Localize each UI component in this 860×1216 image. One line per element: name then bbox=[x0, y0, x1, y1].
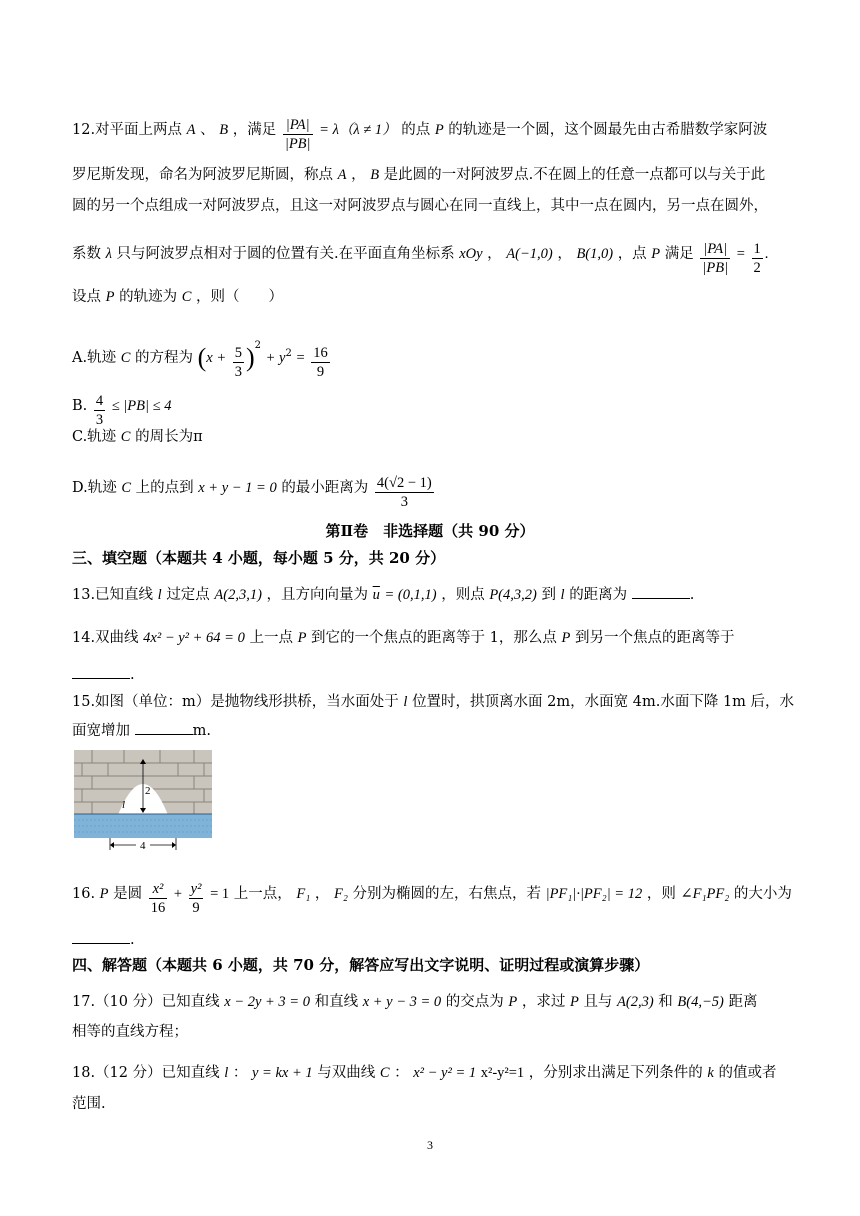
text: 和直线 bbox=[314, 994, 359, 1010]
text: 的最小距离为 bbox=[281, 480, 369, 496]
math-eq: = bbox=[296, 350, 305, 366]
math-angle: ∠F₁PF₂ bbox=[680, 886, 730, 902]
math-P: P bbox=[297, 630, 307, 646]
math-point-A: A(2,3) bbox=[617, 994, 654, 1010]
frac-den: 9 bbox=[316, 364, 325, 380]
frac-den: 3 bbox=[400, 494, 408, 510]
text: ，分别求出满足下列条件的 bbox=[528, 1065, 703, 1081]
text: 的方程为 bbox=[134, 350, 193, 366]
math-line-2: x + y − 3 = 0 bbox=[362, 994, 442, 1010]
q15-line-1 bbox=[72, 692, 794, 712]
q12-line-3 bbox=[72, 196, 768, 216]
text: 位置时，拱顶离水面 2m，水面宽 4m.水面下降 1m 后，水 bbox=[412, 694, 795, 710]
text: . bbox=[130, 932, 135, 948]
text: 圆的另一个点组成一对阿波罗点，且这一对阿波罗点与圆心在同一直线上，其中一点在圆内，另一点在圆外， bbox=[72, 198, 768, 214]
text: 的值或者 bbox=[718, 1065, 777, 1081]
text: ，且方向向量为 bbox=[266, 587, 369, 603]
text: ，求过 bbox=[521, 994, 566, 1010]
math-xOy: xOy bbox=[459, 246, 483, 262]
text: ： bbox=[394, 1065, 409, 1081]
frac-den: 2 bbox=[753, 260, 761, 276]
q12-line-2 bbox=[72, 165, 765, 185]
math-eq-1: = 1 bbox=[210, 886, 230, 902]
text: 的交点为 bbox=[445, 994, 504, 1010]
text: ，则点 bbox=[441, 587, 485, 603]
math-line: x + y − 1 = 0 bbox=[198, 480, 277, 496]
q12-option-c bbox=[72, 427, 203, 447]
fraction-4-3 bbox=[94, 392, 105, 429]
math-point-B: B(1,0) bbox=[576, 246, 614, 262]
math-F1: F₁ bbox=[296, 886, 311, 902]
math-P: P bbox=[434, 122, 444, 138]
q14-line-2 bbox=[72, 664, 135, 685]
math-A: A bbox=[337, 167, 347, 183]
math-line-1: x − 2y + 3 = 0 bbox=[224, 994, 310, 1010]
arch-bridge-figure bbox=[74, 750, 212, 850]
math-vector-value: = (0,1,1) bbox=[384, 587, 437, 603]
text: 的点 bbox=[401, 122, 431, 138]
text: 距离 bbox=[728, 994, 758, 1010]
math-ineq: ≤ |PB| ≤ 4 bbox=[111, 398, 172, 414]
math-B: B bbox=[370, 167, 380, 183]
text: 到它的一个焦点的距离等于 1，那么点 bbox=[311, 630, 557, 646]
text: 是圆 bbox=[113, 886, 143, 902]
math-plus: + bbox=[173, 886, 183, 902]
fraction-y2-9 bbox=[189, 880, 204, 917]
math-point-A: A(−1,0) bbox=[506, 246, 553, 262]
text: 18.（12 分）已知直线 bbox=[72, 1065, 220, 1081]
text: 相等的直线方程； bbox=[72, 1024, 188, 1040]
section-3-heading: 三、填空题（本题共 4 小题，每小题 5 分，共 20 分） bbox=[72, 549, 446, 567]
text: 15.如图（单位：m）是抛物线形拱桥，当水面处于 bbox=[72, 694, 399, 710]
part-2-heading: 第Ⅱ卷 非选择题（共 90 分） bbox=[325, 522, 535, 540]
math-eq-lambda: = λ（λ ≠ 1） bbox=[319, 122, 397, 138]
text: ，则 bbox=[646, 886, 676, 902]
text: 面宽增加 bbox=[72, 723, 130, 739]
text: 13.已知直线 bbox=[72, 587, 154, 603]
fraction-16-9 bbox=[311, 344, 330, 381]
fraction-5-3 bbox=[233, 344, 244, 381]
math-P: P bbox=[569, 994, 579, 1010]
q12-option-d bbox=[72, 474, 436, 511]
math-lambda: λ bbox=[105, 246, 112, 262]
text: m. bbox=[192, 723, 211, 739]
math-P: P bbox=[99, 886, 109, 902]
text: 范围. bbox=[72, 1096, 106, 1112]
page-number: 3 bbox=[427, 1138, 433, 1152]
math-C: C bbox=[181, 289, 192, 305]
text: . bbox=[689, 587, 695, 603]
math-product: |PF₁|·|PF₂| = 12 bbox=[545, 886, 643, 902]
q16-line-2 bbox=[72, 929, 135, 950]
math-l: l bbox=[157, 587, 162, 603]
frac-num: 4(√2 − 1) bbox=[376, 475, 432, 491]
math-l: l bbox=[224, 1065, 229, 1081]
text: A.轨迹 bbox=[72, 350, 117, 366]
frac-num: y² bbox=[190, 881, 202, 897]
text: 16. bbox=[72, 886, 96, 902]
text: 过定点 bbox=[166, 587, 210, 603]
math-P: P bbox=[508, 994, 518, 1010]
math-x-plus: x + bbox=[206, 350, 227, 366]
text: 上一点 bbox=[249, 630, 293, 646]
text: 的距离为 bbox=[569, 587, 628, 603]
text: 12.对平面上两点 bbox=[72, 122, 183, 138]
text: 满足 bbox=[664, 246, 694, 262]
text: 的轨迹为 bbox=[119, 289, 178, 305]
answer-blank[interactable] bbox=[135, 720, 193, 735]
math-k: k bbox=[707, 1065, 714, 1081]
q12-option-a: A.轨迹 C 的方程为 (x + $\frac{5}{3}$ )$^2 + y^2$ = $\frac{16}{9}$ bbox=[72, 340, 328, 380]
frac-den: PB bbox=[288, 136, 307, 152]
text: ，满足 bbox=[232, 122, 277, 138]
text: ，则（ ） bbox=[195, 289, 283, 305]
text: 且与 bbox=[583, 994, 613, 1010]
text: ， bbox=[487, 246, 502, 262]
math-hyperbola: 4x² − y² + 64 = 0 bbox=[143, 630, 245, 646]
text: 只与阿波罗点相对于圆的位置有关.在平面直角坐标系 bbox=[116, 246, 455, 262]
text: B. bbox=[72, 398, 88, 414]
answer-blank[interactable] bbox=[632, 584, 690, 599]
text: ， bbox=[314, 886, 330, 902]
figure-label-2: 2 bbox=[145, 785, 151, 797]
frac-num: x² bbox=[149, 880, 168, 899]
text: ， bbox=[557, 246, 572, 262]
text: 是此圆的一对阿波罗点.不在圆上的任意一点都可以与关于此 bbox=[383, 167, 766, 183]
text-duplicate-equation: x²-y²=1 bbox=[480, 1065, 525, 1081]
text: 与双曲线 bbox=[317, 1065, 376, 1081]
frac-num: PA bbox=[289, 117, 306, 133]
text: 的周长为π bbox=[135, 429, 203, 445]
q12-line-4: 系数 λ 只与阿波罗点相对于圆的位置有关.在平面直角坐标系 xOy ， A(−1,0) ， B(1,0) ，点 P 满足 $\frac{|PA|}{|PB|}$ = $\frac{1}{2}$ . bbox=[72, 241, 769, 276]
text: ， bbox=[351, 167, 366, 183]
q17-line-1 bbox=[72, 992, 757, 1012]
math-P: P bbox=[105, 289, 115, 305]
q13-line bbox=[72, 584, 694, 605]
math-line: y = kx + 1 bbox=[251, 1065, 313, 1081]
frac-num: PA bbox=[707, 241, 724, 257]
q18-line-1 bbox=[72, 1063, 776, 1083]
q15-line-2 bbox=[72, 720, 211, 741]
answer-blank[interactable] bbox=[72, 929, 130, 944]
fraction-PA-PB-2: $\frac{|PA|}{|PB|}$ bbox=[702, 241, 729, 276]
frac-num: 16 bbox=[313, 345, 328, 361]
text: 到另一个焦点的距离等于 bbox=[574, 630, 735, 646]
math-eq: = bbox=[736, 246, 745, 262]
text: 上一点， bbox=[233, 886, 292, 902]
math-l: l bbox=[560, 587, 565, 603]
math-C: C bbox=[379, 1065, 390, 1081]
text: 罗尼斯发现，命名为阿波罗尼斯圆，称点 bbox=[72, 167, 333, 183]
text: 、 bbox=[200, 122, 215, 138]
math-P: P bbox=[561, 630, 571, 646]
text: ： bbox=[232, 1065, 248, 1081]
fraction-PA-PB: $\frac{|PA|}{|PB|}$ bbox=[284, 117, 311, 152]
math-C: C bbox=[121, 480, 131, 496]
frac-num: 1 bbox=[753, 241, 761, 257]
q18-line-2 bbox=[72, 1094, 106, 1114]
answer-blank[interactable] bbox=[72, 664, 130, 679]
math-point-A: A(2,3,1) bbox=[214, 587, 262, 603]
figure-label-l: l bbox=[122, 799, 126, 811]
math-A: A bbox=[186, 122, 196, 138]
math-y: + y bbox=[265, 350, 286, 366]
q12-line-5 bbox=[72, 287, 283, 307]
math-C: C bbox=[120, 350, 131, 366]
math-point-B: B(4,−5) bbox=[677, 994, 724, 1010]
fraction-half bbox=[752, 240, 763, 277]
text: . bbox=[130, 667, 135, 683]
q16-line-1 bbox=[72, 880, 792, 917]
q12-option-b bbox=[72, 392, 171, 429]
text: 到 bbox=[541, 587, 556, 603]
math-C: C bbox=[120, 429, 131, 445]
text: 的大小为 bbox=[733, 886, 792, 902]
text: 17.（10 分）已知直线 bbox=[72, 994, 220, 1010]
math-point-P: P(4,3,2) bbox=[489, 587, 537, 603]
frac-den: PB bbox=[706, 260, 725, 276]
frac-den: 3 bbox=[95, 412, 104, 428]
text: D.轨迹 bbox=[72, 480, 117, 496]
frac-den: 9 bbox=[192, 900, 200, 916]
frac-den: 16 bbox=[150, 900, 166, 916]
section-4-heading: 四、解答题（本题共 6 小题，共 70 分，解答应写出文字说明、证明过程或演算步骤） bbox=[72, 956, 650, 974]
text: 分别为椭圆的左，右焦点，若 bbox=[352, 886, 541, 902]
math-B: B bbox=[219, 122, 229, 138]
fraction-distance bbox=[375, 474, 434, 511]
text: 设点 bbox=[72, 289, 101, 305]
frac-num: 5 bbox=[234, 345, 242, 361]
frac-den: 3 bbox=[234, 364, 242, 380]
math-P: P bbox=[651, 246, 661, 262]
q14-line-1 bbox=[72, 628, 734, 648]
fraction-x2-16 bbox=[149, 880, 168, 917]
frac-num: 4 bbox=[95, 393, 104, 409]
text: 的轨迹是一个圆，这个圆最先由古希腊数学家阿波 bbox=[448, 122, 768, 138]
text: 系数 bbox=[72, 246, 101, 262]
figure-label-4: 4 bbox=[140, 840, 146, 850]
text: 上的点到 bbox=[135, 480, 194, 496]
text: C.轨迹 bbox=[72, 429, 117, 445]
math-l: l bbox=[403, 694, 408, 710]
text: 14.双曲线 bbox=[72, 630, 139, 646]
math-hyperbola: x² − y² = 1 bbox=[413, 1065, 477, 1081]
math-vector-u: $\overline{u}$ bbox=[372, 587, 380, 603]
q17-line-2 bbox=[72, 1022, 188, 1042]
text: ，点 bbox=[617, 246, 647, 262]
q12-line-1 bbox=[72, 116, 767, 153]
math-F2: F₂ bbox=[333, 886, 348, 902]
text: 和 bbox=[658, 994, 673, 1010]
